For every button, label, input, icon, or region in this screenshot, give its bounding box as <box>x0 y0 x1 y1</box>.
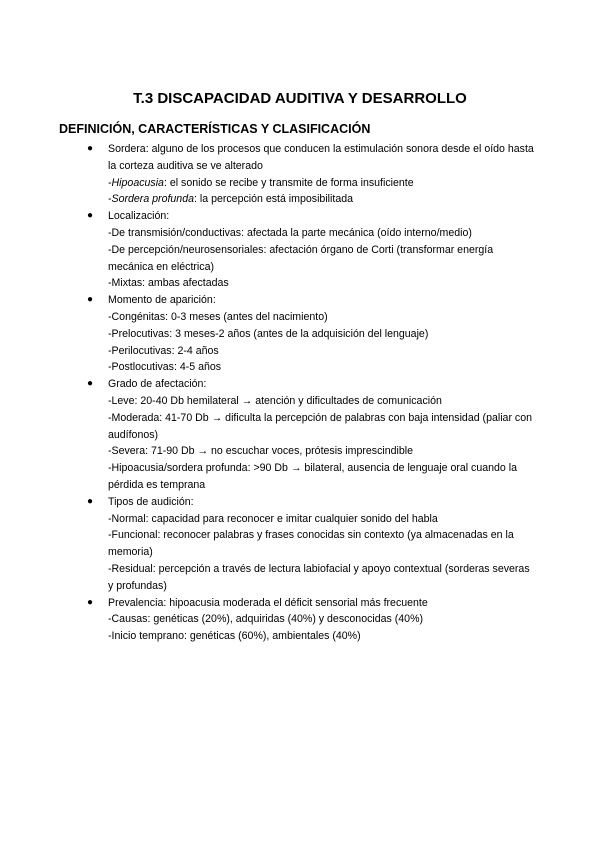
section-heading: DEFINICIÓN, CARACTERÍSTICAS Y CLASIFICACIÓN <box>59 122 371 136</box>
bullet-icon: ● <box>86 495 94 507</box>
list-item-head: Tipos de audición: <box>108 495 194 508</box>
list-item-head: Sordera: alguno de los procesos que conducen la estimulación sonora desde el oído hasta la corteza auditiva se ve alterado <box>108 143 534 172</box>
sub-item: -Hipoacusia: el sonido se recibe y transmite de forma insuficiente <box>108 176 414 189</box>
sub-item: -Prelocutivas: 3 meses-2 años (antes de la adquisición del lenguaje) <box>108 327 429 340</box>
sub-item: -Causas: genéticas (20%), adquiridas (40%) y desconocidas (40%) <box>108 613 424 626</box>
list-item-head: Grado de afectación: <box>108 378 207 391</box>
list-item-tipos <box>84 494 534 595</box>
bullet-icon: ● <box>86 294 94 306</box>
list-item-momento <box>84 292 534 376</box>
list-item-grado <box>84 376 534 494</box>
sub-item: -Residual: percepción a través de lectura labiofacial y apoyo contextual (sorderas severas y profundas) <box>108 562 530 592</box>
page-title: T.3 DISCAPACIDAD AUDITIVA Y DESARROLLO <box>133 90 467 107</box>
sub-item: -Hipoacusia/sordera profunda: >90 Db → bilateral, ausencia de lenguaje oral cuando la pérdida es temprana <box>108 462 518 491</box>
sub-item: -Inicio temprano: genéticas (60%), ambientales (40%) <box>108 630 361 643</box>
list-item-head: Localización: <box>108 210 170 223</box>
sub-item: -De percepción/neurosensoriales: afectación órgano de Corti (transformar energía mecánica en eléctrica) <box>108 243 494 273</box>
list-item-head: Momento de aparición: <box>108 294 216 307</box>
sub-item: -Sordera profunda: la percepción está imposibilitada <box>108 193 353 206</box>
sub-item: -Normal: capacidad para reconocer e imitar cualquier sonido del habla <box>108 512 438 525</box>
list-item-head: Prevalencia: hipoacusia moderada el déficit sensorial más frecuente <box>108 596 428 609</box>
bullet-icon: ● <box>86 378 94 390</box>
sub-item: -Mixtas: ambas afectadas <box>108 277 229 290</box>
list-item-localizacion <box>84 208 534 292</box>
sub-item: -Perilocutivas: 2-4 años <box>108 344 219 357</box>
bullet-list <box>84 141 534 645</box>
sub-item: -Leve: 20-40 Db hemilateral → atención y dificultades de comunicación <box>108 394 442 407</box>
sub-item: -De transmisión/conductivas: afectada la parte mecánica (oído interno/medio) <box>108 226 472 239</box>
sub-item: -Severa: 71-90 Db → no escuchar voces, prótesis imprescindible <box>108 445 414 458</box>
sub-item: -Postlocutivas: 4-5 años <box>108 361 222 374</box>
bullet-icon: ● <box>86 210 94 222</box>
bullet-icon: ● <box>86 596 94 608</box>
bullet-icon: ● <box>86 143 94 154</box>
sub-item: -Funcional: reconocer palabras y frases conocidas sin contexto (ya almacenadas en la memoria) <box>108 529 514 559</box>
list-item-prevalencia <box>84 595 534 645</box>
sub-item: -Congénitas: 0-3 meses (antes del nacimiento) <box>108 310 328 323</box>
list-item-sordera <box>84 141 534 208</box>
sub-item: -Moderada: 41-70 Db → dificulta la percepción de palabras con baja intensidad (paliar con audífonos) <box>108 411 533 441</box>
